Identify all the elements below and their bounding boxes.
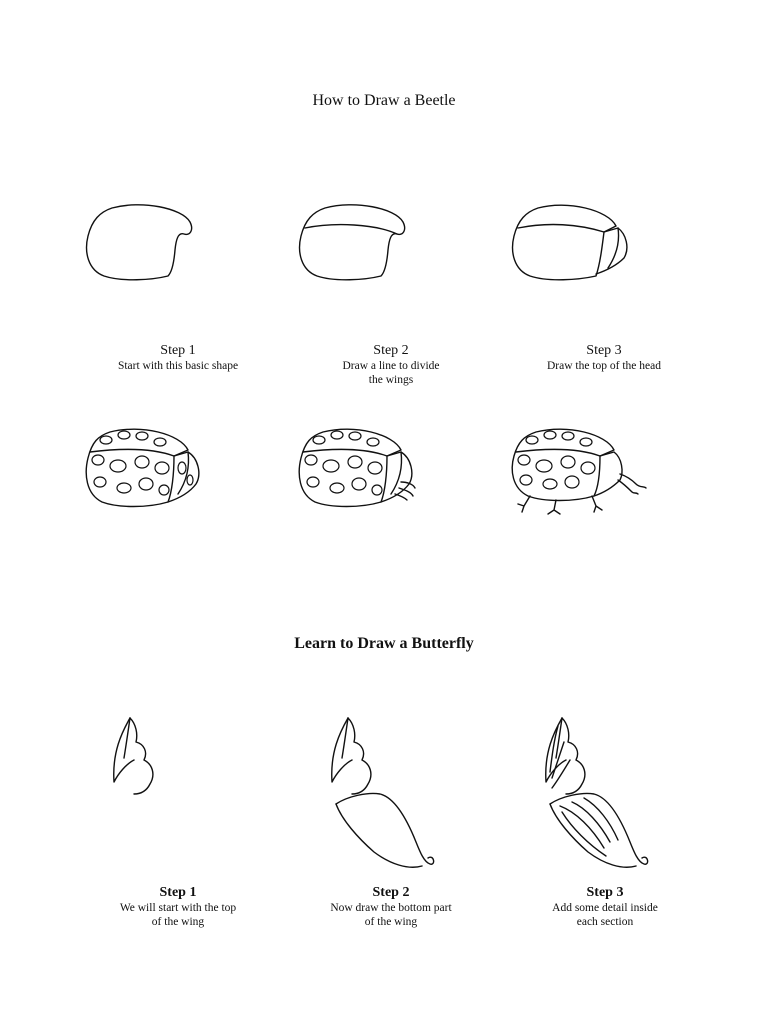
beetle-step2-desc-line2: the wings <box>368 374 414 386</box>
beetle-step3-drawing <box>508 200 638 285</box>
beetle-step1-caption <box>78 343 278 373</box>
butterfly-step1-desc-line1: We will start with the top <box>119 902 237 914</box>
butterfly-step3-desc-line1: Add some detail inside <box>552 902 658 914</box>
beetle-title: How to Draw a Beetle <box>312 92 456 109</box>
butterfly-step2-caption <box>291 885 491 929</box>
butterfly-step2-drawing <box>318 712 448 877</box>
beetle-step1-label: Step 1 <box>160 343 196 358</box>
beetle-step3-caption <box>504 343 704 373</box>
beetle-step4-drawing <box>82 422 212 512</box>
beetle-step1-drawing <box>82 200 202 285</box>
beetle-step2-desc-line1: Draw a line to divide <box>342 360 440 372</box>
beetle-step3-label: Step 3 <box>586 343 622 358</box>
beetle-step5-drawing <box>295 422 425 512</box>
butterfly-title: Learn to Draw a Butterfly <box>294 635 474 652</box>
beetle-step2-drawing <box>295 200 415 285</box>
butterfly-step3-desc-line2: each section <box>576 916 634 928</box>
beetle-step6-drawing <box>508 422 653 522</box>
beetle-step1-desc: Start with this basic shape <box>117 360 239 372</box>
beetle-step3-desc: Draw the top of the head <box>546 360 661 372</box>
butterfly-step1-desc-line2: of the wing <box>151 916 205 928</box>
butterfly-step1-label: Step 1 <box>159 885 197 900</box>
butterfly-step1-drawing <box>100 712 180 802</box>
butterfly-step2-desc-line1: Now draw the bottom part <box>330 902 452 914</box>
butterfly-step2-desc-line2: of the wing <box>364 916 418 928</box>
beetle-step2-caption <box>291 343 491 387</box>
butterfly-step2-label: Step 2 <box>372 885 410 900</box>
butterfly-step3-drawing <box>532 712 662 877</box>
butterfly-step1-caption <box>78 885 278 929</box>
butterfly-step3-caption <box>505 885 705 929</box>
beetle-step2-label: Step 2 <box>373 343 409 358</box>
butterfly-step3-label: Step 3 <box>586 885 624 900</box>
